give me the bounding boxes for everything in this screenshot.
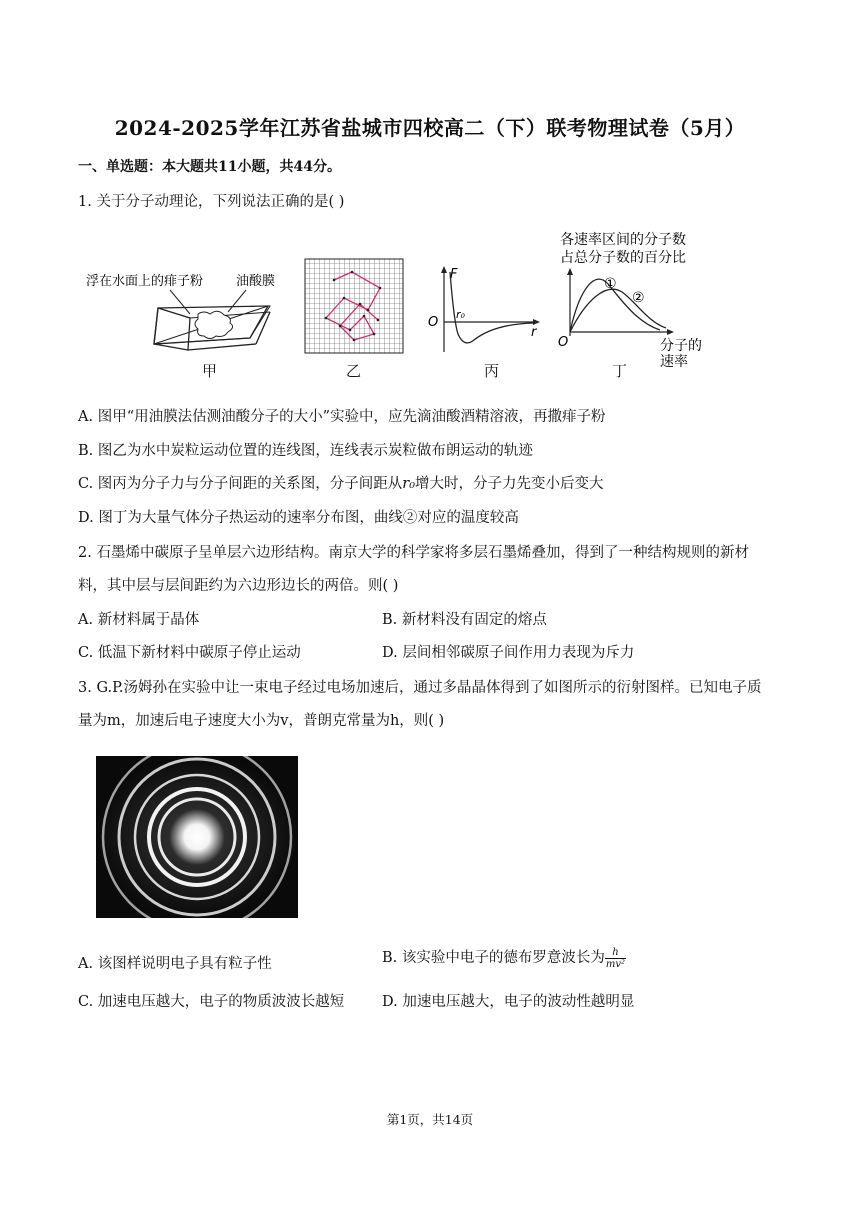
ding-origin: O xyxy=(558,335,569,350)
wavelength-fraction: $\frac{h}{\text{mv²}}$ xyxy=(605,946,626,970)
q1-option-b: B. 图乙为水中炭粒运动位置的连线图，连线表示炭粒做布朗运动的轨迹 xyxy=(78,443,533,459)
caption-yi: 乙 xyxy=(346,362,362,380)
r0-label: r₀ xyxy=(456,308,465,321)
q3-option-d: D. 加速电压越大，电子的波动性越明显 xyxy=(382,994,635,1010)
q1-option-a: A. 图甲“用油膜法估测油酸分子的大小”实验中，应先滴油酸酒精溶液，再撒痱子粉 xyxy=(78,409,606,425)
diffraction-pattern-image xyxy=(96,756,298,918)
caption-ding: 丁 xyxy=(612,362,628,380)
q2-stem-line2: 料，其中层与层间距约为六边形边长的两倍。则( ) xyxy=(78,578,399,594)
axis-y-label: F xyxy=(450,267,458,282)
curve-1-label: ① xyxy=(604,276,617,292)
ding-ylabel-2: 占总分子数的百分比 xyxy=(560,250,686,266)
q3-option-b: B. 该实验中电子的德布罗意波长为 $\frac{h}{\text{mv²}}$ xyxy=(382,946,626,970)
axis-x-label: r xyxy=(531,325,537,340)
q3-stem-line2: 量为m，加速后电子速度大小为v，普朗克常量为h，则( ) xyxy=(78,713,445,729)
caption-bing: 丙 xyxy=(484,362,500,380)
ding-ylabel-1: 各速率区间的分子数 xyxy=(560,232,686,248)
q3-stem-line1: 3. G.P.汤姆孙在实验中让一束电子经过电场加速后，通过多晶晶体得到了如图所示的衍射图样。已知电子质 xyxy=(78,680,762,696)
ding-xlabel-1: 分子的 xyxy=(660,338,702,354)
r0-symbol: r₀ xyxy=(402,476,416,492)
q1-option-c: C. 图丙为分子力与分子间距的关系图，分子间距从r₀增大时，分子力先变小后变大 xyxy=(78,476,604,492)
origin-label: O xyxy=(428,315,439,330)
figure-ding xyxy=(556,226,736,374)
ding-xlabel-2: 速率 xyxy=(660,354,688,370)
q1-option-d: D. 图丁为大量气体分子热运动的速率分布图，曲线②对应的温度较高 xyxy=(78,510,519,526)
q1-stem: 1. 关于分子动理论，下列说法正确的是( ) xyxy=(78,194,345,210)
q2-option-c: C. 低温下新材料中碳原子停止运动 xyxy=(78,645,301,661)
q2-option-b: B. 新材料没有固定的熔点 xyxy=(382,612,547,628)
q2-option-a: A. 新材料属于晶体 xyxy=(78,612,200,628)
label-film: 油酸膜 xyxy=(236,274,276,289)
figure-jia xyxy=(80,262,280,362)
caption-jia: 甲 xyxy=(202,362,218,380)
page-footer: 第1页，共14页 xyxy=(386,1112,474,1127)
label-powder: 浮在水面上的痱子粉 xyxy=(86,274,204,289)
figure-bing xyxy=(424,262,544,358)
section-heading: 一、单选题：本大题共11小题，共44分。 xyxy=(78,159,341,175)
q2-option-d: D. 层间相邻碳原子间作用力表现为斥力 xyxy=(382,645,635,661)
page-title: 2024-2025学年江苏省盐城市四校高二（下）联考物理试卷（5月） xyxy=(114,116,746,140)
curve-2-label: ② xyxy=(632,290,645,306)
q2-stem-line1: 2. 石墨烯中碳原子呈单层六边形结构。南京大学的科学家将多层石墨烯叠加，得到了一种结构规则的新材 xyxy=(78,545,749,561)
q3-option-a: A. 该图样说明电子具有粒子性 xyxy=(78,956,272,972)
figure-yi xyxy=(304,258,404,354)
q3-option-c: C. 加速电压越大，电子的物质波波长越短 xyxy=(78,994,345,1010)
